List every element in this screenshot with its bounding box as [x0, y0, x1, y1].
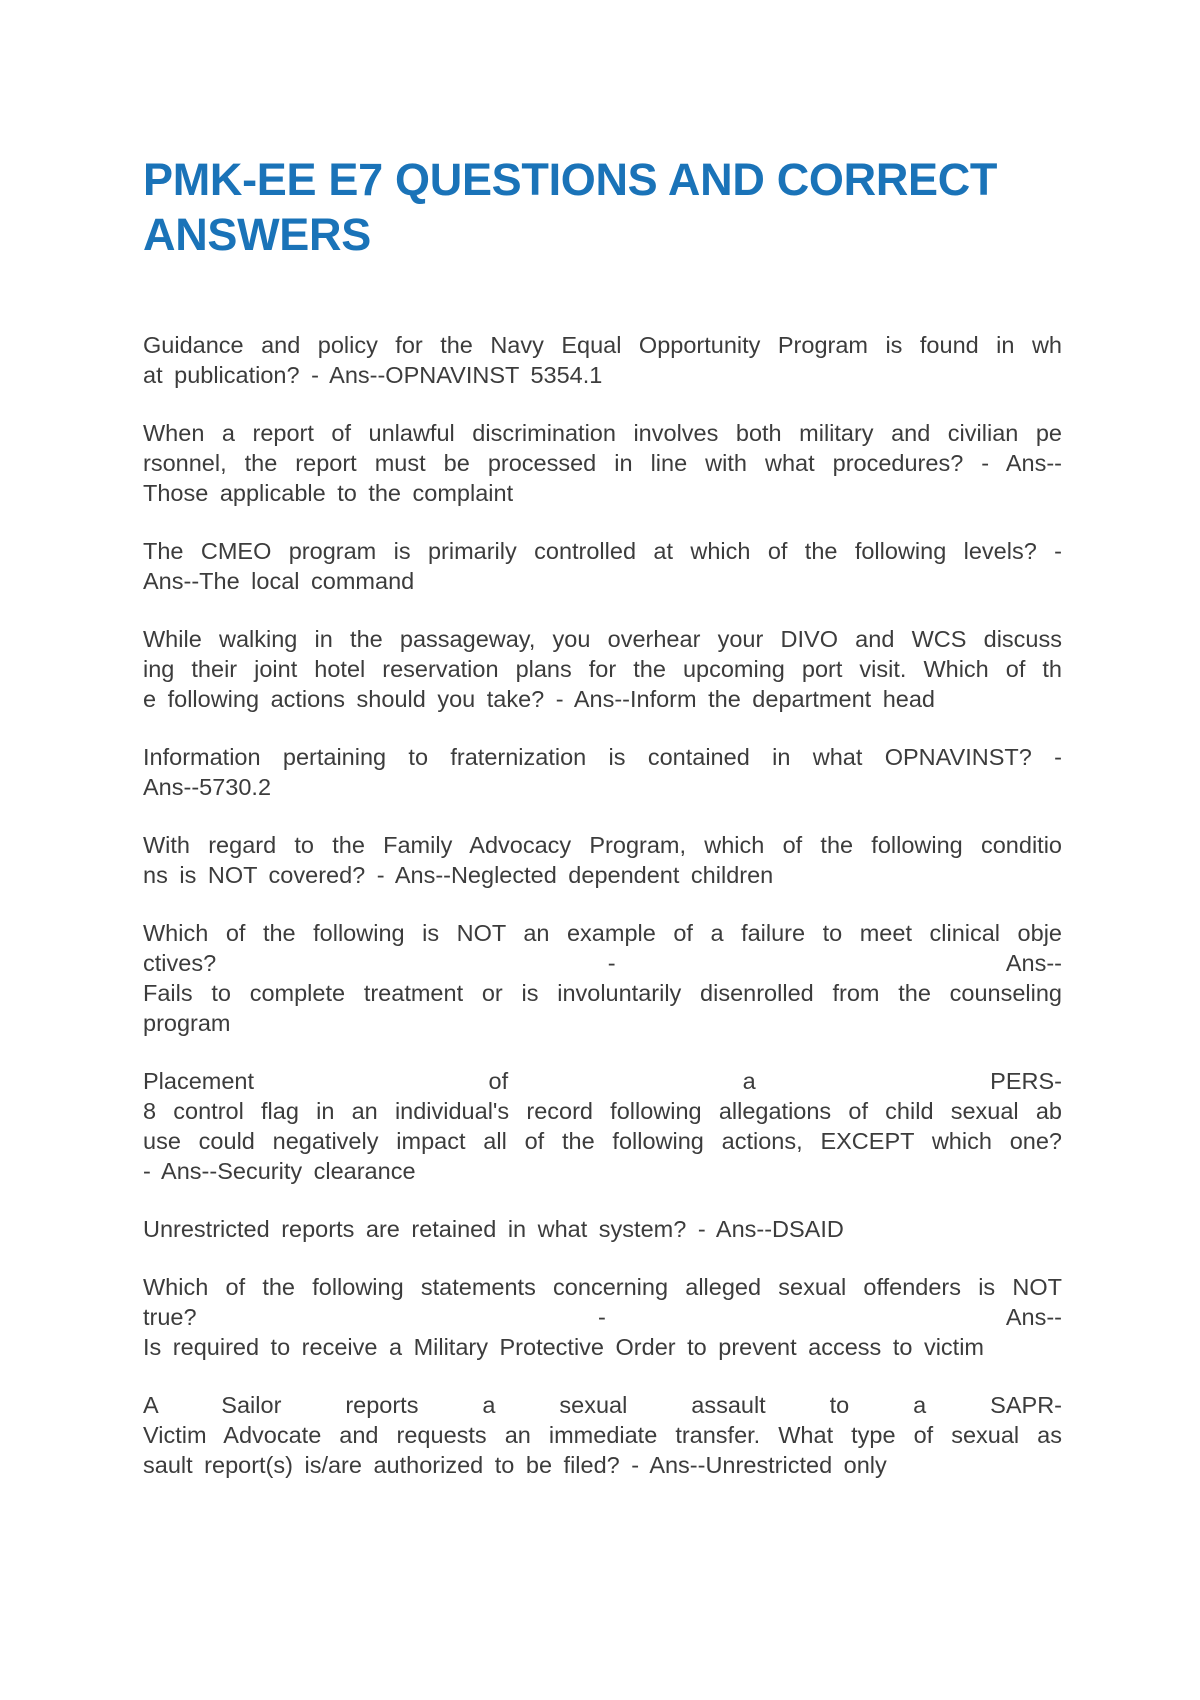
qa-item	[143, 330, 1062, 390]
qa-item	[143, 1272, 1062, 1362]
qa-line: Ans--5730.2	[143, 774, 272, 800]
qa-line: Fails to complete treatment or is involuntarily disenrolled from the counseling	[143, 980, 1062, 1006]
qa-line: ing their joint hotel reservation plans for the upcoming port visit. Which of th	[143, 656, 1062, 682]
qa-line: program	[143, 1010, 231, 1036]
qa-line: A Sailor reports a sexual assault to a SAPR-	[143, 1392, 1062, 1418]
document-title	[143, 152, 1062, 262]
qa-item	[143, 1066, 1062, 1186]
qa-item	[143, 1214, 1062, 1244]
qa-item	[143, 918, 1062, 1038]
qa-line: ns is NOT covered? - Ans--Neglected dependent children	[143, 862, 774, 888]
qa-item	[143, 624, 1062, 714]
qa-line: Ans--The local command	[143, 568, 415, 594]
qa-line: Those applicable to the complaint	[143, 480, 514, 506]
qa-line: Is required to receive a Military Protective Order to prevent access to victim	[143, 1334, 985, 1360]
qa-item	[143, 418, 1062, 508]
qa-item	[143, 536, 1062, 596]
title-line: ANSWERS	[143, 209, 371, 260]
qa-line: sault report(s) is/are authorized to be filed? - Ans--Unrestricted only	[143, 1452, 887, 1478]
qa-line: e following actions should you take? - Ans--Inform the department head	[143, 686, 935, 712]
qa-line: Victim Advocate and requests an immediate transfer. What type of sexual as	[143, 1422, 1062, 1448]
qa-line: When a report of unlawful discrimination involves both military and civilian pe	[143, 420, 1062, 446]
qa-item	[143, 830, 1062, 890]
qa-line: Placement of a PERS-	[143, 1068, 1062, 1094]
qa-line: With regard to the Family Advocacy Program, which of the following conditio	[143, 832, 1062, 858]
title-line: PMK-EE E7 QUESTIONS AND CORRECT	[143, 154, 998, 205]
qa-line: Guidance and policy for the Navy Equal Opportunity Program is found in wh	[143, 332, 1062, 358]
qa-line: Information pertaining to fraternization is contained in what OPNAVINST? -	[143, 744, 1062, 770]
qa-line: at publication? - Ans--OPNAVINST 5354.1	[143, 362, 603, 388]
question-answer-list	[143, 330, 1062, 1480]
qa-line: While walking in the passageway, you overhear your DIVO and WCS discuss	[143, 626, 1062, 652]
qa-line: rsonnel, the report must be processed in line with what procedures? - Ans--	[143, 450, 1062, 476]
qa-line: true? - Ans--	[143, 1304, 1062, 1330]
qa-line: Which of the following statements concerning alleged sexual offenders is NOT	[143, 1274, 1062, 1300]
qa-item	[143, 1390, 1062, 1480]
qa-line: use could negatively impact all of the following actions, EXCEPT which one?	[143, 1128, 1062, 1154]
qa-line: - Ans--Security clearance	[143, 1158, 416, 1184]
qa-item	[143, 742, 1062, 802]
qa-line: The CMEO program is primarily controlled at which of the following levels? -	[143, 538, 1062, 564]
qa-line: 8 control flag in an individual's record following allegations of child sexual ab	[143, 1098, 1062, 1124]
qa-line: Which of the following is NOT an example of a failure to meet clinical obje	[143, 920, 1062, 946]
qa-line: ctives? - Ans--	[143, 950, 1062, 976]
qa-line: Unrestricted reports are retained in what system? - Ans--DSAID	[143, 1216, 844, 1242]
